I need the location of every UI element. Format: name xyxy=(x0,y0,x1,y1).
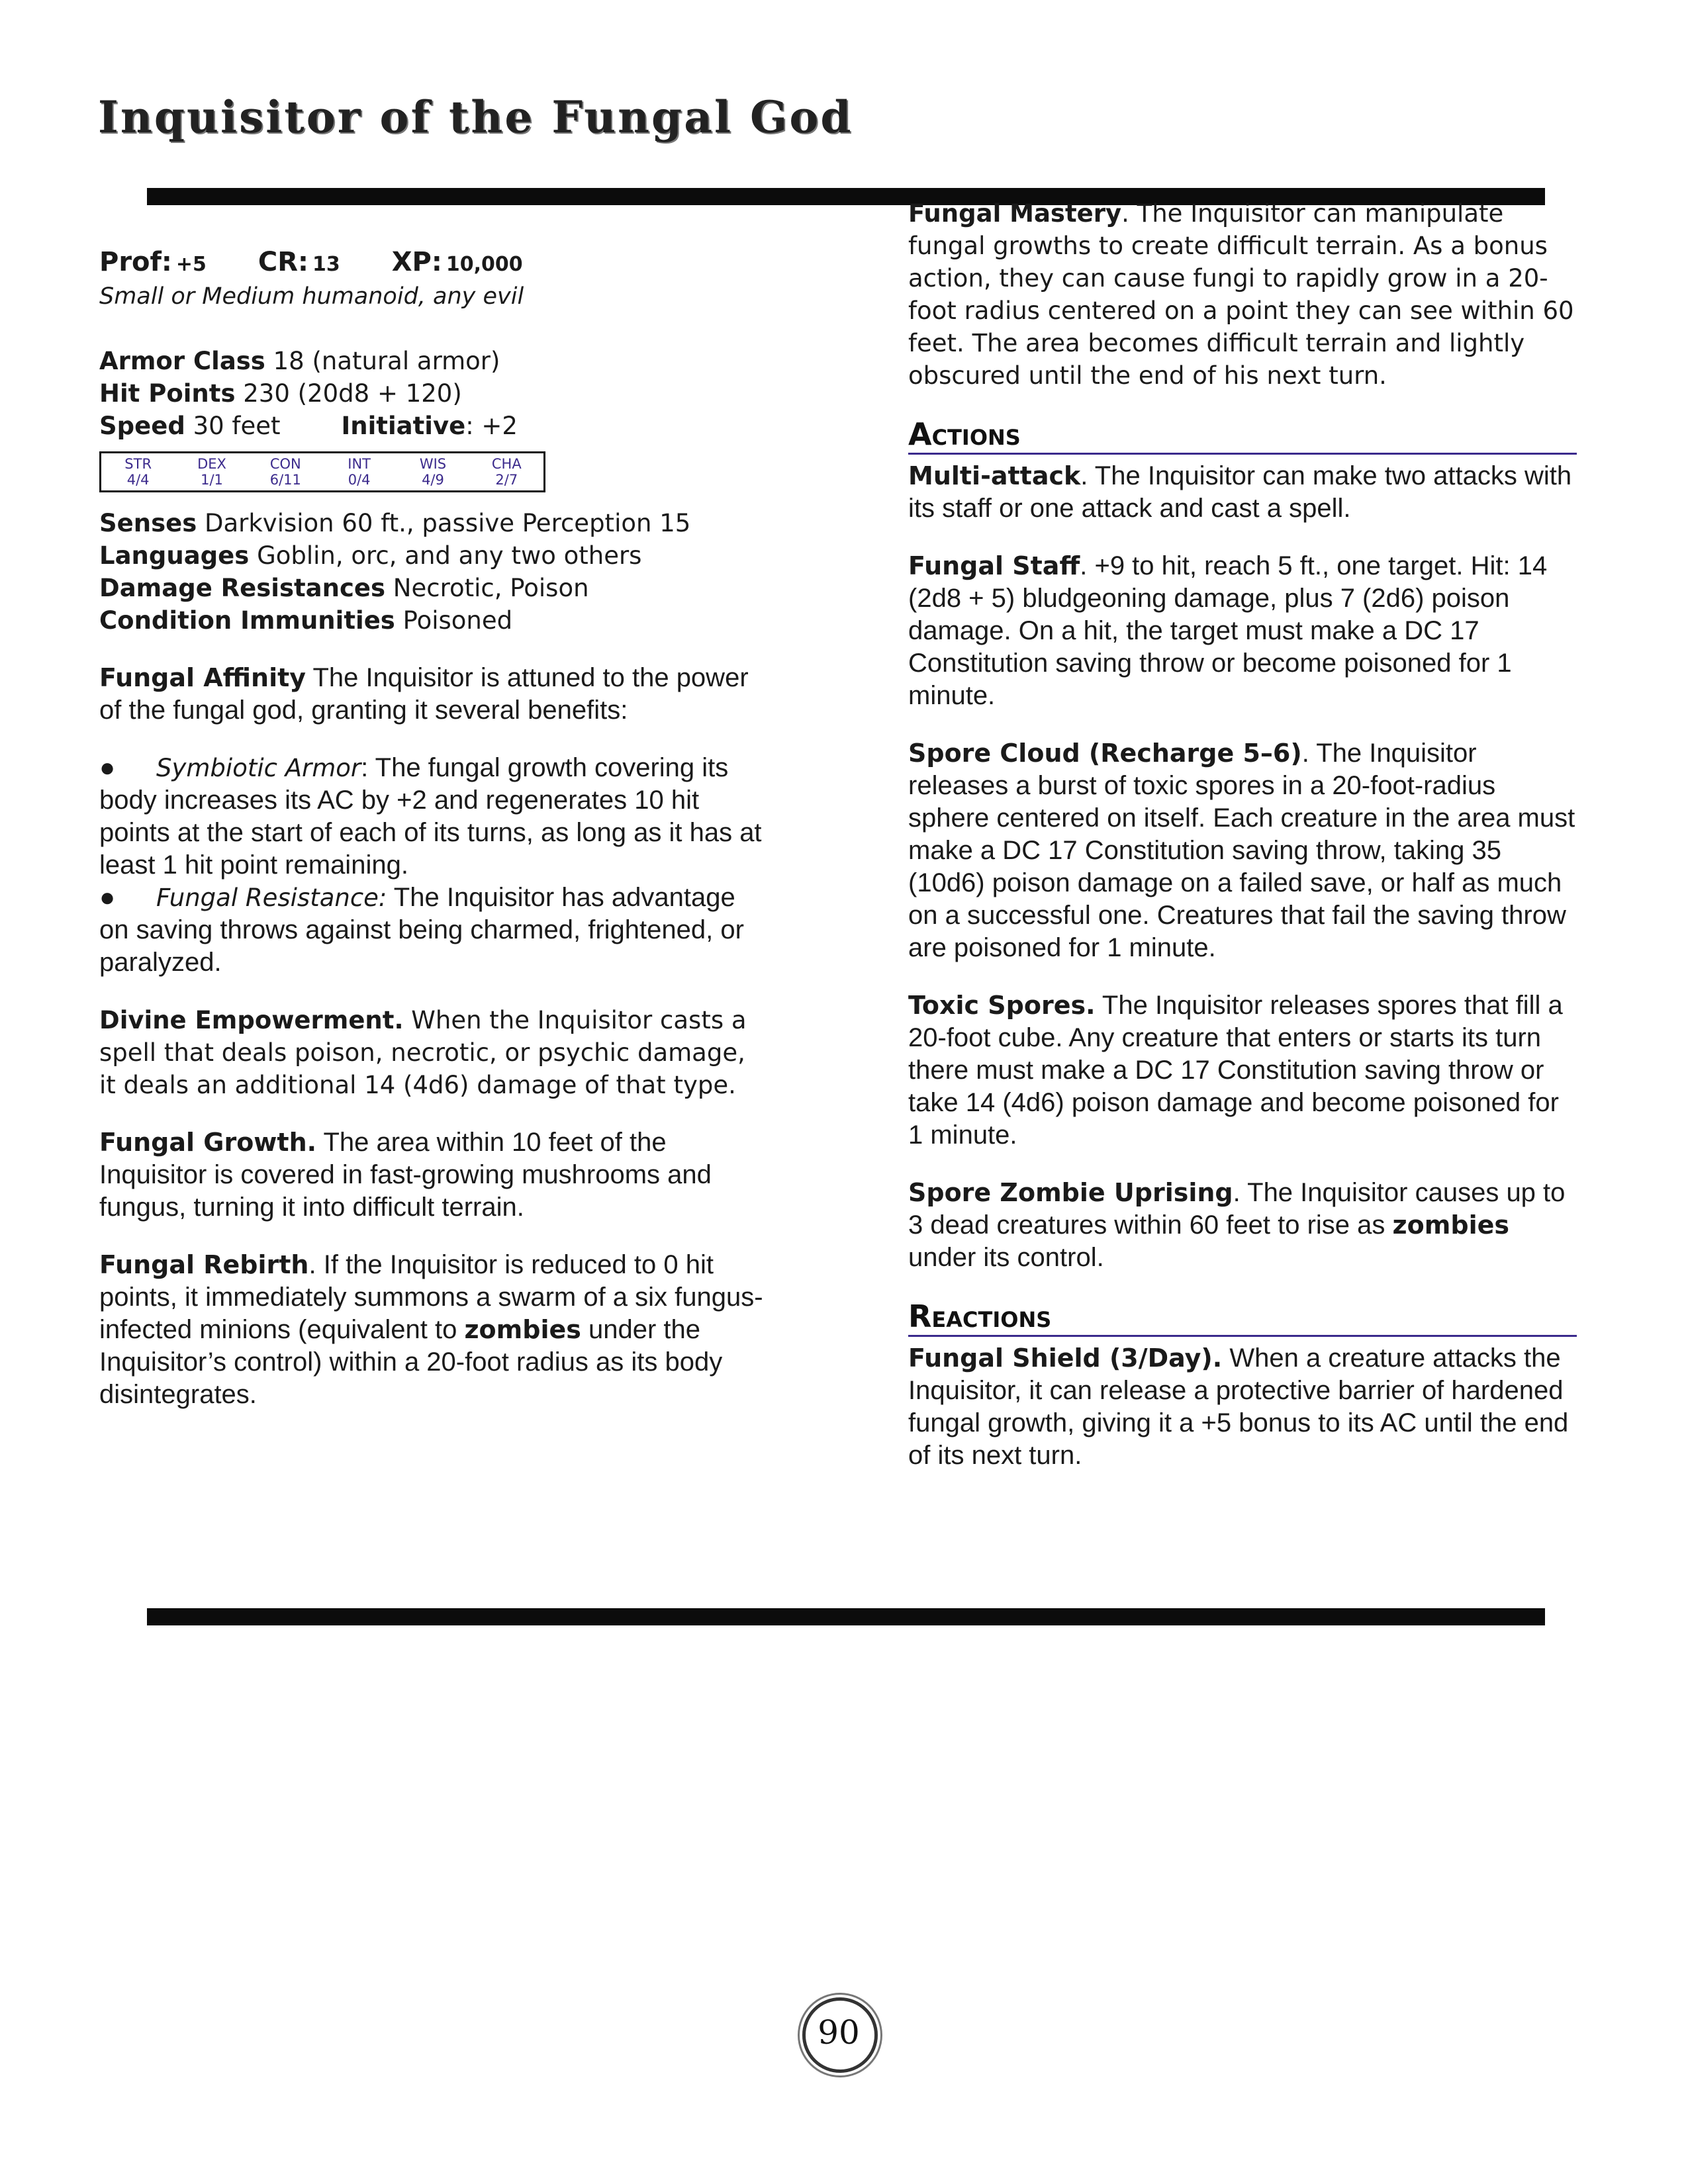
cr-label: CR: xyxy=(258,247,309,277)
trait-fungal-growth: Fungal Growth. The area within 10 feet of the Inquisitor is covered in fast-growing mushrooms and fungus, turning it into difficult terrain. xyxy=(99,1128,712,1222)
trait-divine-empowerment: Divine Empowerment. When the Inquisitor casts a spell that deals poison, necrotic, or psychic damage, it deals an additional 14 (4d6) damage of that type. xyxy=(99,1006,747,1099)
ability-dex: DEX 1/1 xyxy=(197,456,226,488)
xp-label: XP: xyxy=(391,247,442,277)
senses: Senses Darkvision 60 ft., passive Perception 15 xyxy=(99,509,691,537)
condition-immunities: Condition Immunities Poisoned xyxy=(99,606,513,635)
action-spore-zombie-uprising: Spore Zombie Uprising. The Inquisitor causes up to 3 dead creatures within 60 feet to rise as zombies under its control. xyxy=(908,1178,1566,1272)
prof-label: Prof: xyxy=(99,247,172,277)
cr-value: 13 xyxy=(312,253,340,276)
action-toxic-spores: Toxic Spores. The Inquisitor releases spores that fill a 20-foot cube. Any creature that enters or starts its turn there must make a DC 17 Constitution saving throw or take 14 (4d6) poison damage and become poisoned for 1 minute. xyxy=(908,991,1563,1150)
action-multiattack: Multi-attack. The Inquisitor can make two attacks with its staff or one attack and cast a spell. xyxy=(908,461,1572,523)
page-number-badge xyxy=(798,1993,883,2078)
xp-value: 10,000 xyxy=(445,253,523,276)
trait-fungal-rebirth: Fungal Rebirth. If the Inquisitor is reduced to 0 hit points, it immediately summons a swarm of a six fungus-infected minions (equivalent to zombies under the Inquisitor’s control) within a 20-foot radius as its body disintegrates. xyxy=(99,1250,763,1409)
ability-scores xyxy=(99,451,545,492)
speed-initiative: Speed 30 feet Initiative: +2 xyxy=(99,412,518,440)
ability-int: INT 0/4 xyxy=(348,456,371,488)
armor-class: Armor Class 18 (natural armor) xyxy=(99,347,500,375)
action-spore-cloud: Spore Cloud (Recharge 5–6). The Inquisitor releases a burst of toxic spores in a 20-foot-radius sphere centered on itself. Each creature in the area must make a DC 17 Constitution saving throw, taking 35 (10d6) poison damage on a failed save, or half as much on a successful one. Creatures that fail the saving throw are poisoned for 1 minute. xyxy=(908,739,1575,962)
action-fungal-staff: Fungal Staff. +9 to hit, reach 5 ft., one target. Hit: 14 (2d8 + 5) bludgeoning damage, plus 7 (2d6) poison damage. On a hit, the target must make a DC 17 Constitution saving throw or become poisoned for 1 minute. xyxy=(908,551,1548,710)
reaction-fungal-shield: Fungal Shield (3/Day). When a creature attacks the Inquisitor, it can release a protective barrier of hardened fungal growth, giving it a +5 bonus to its AC until the end of its next turn. xyxy=(908,1343,1569,1470)
creature-type: Small or Medium humanoid, any evil xyxy=(99,283,524,310)
actions-heading: Actions xyxy=(908,417,1577,455)
ability-con: CON 6/11 xyxy=(269,456,301,488)
reactions-heading: Reactions xyxy=(908,1299,1577,1337)
damage-resistances: Damage Resistances Necrotic, Poison xyxy=(99,574,589,602)
ability-wis: WIS 4/9 xyxy=(419,456,447,488)
prof-value: +5 xyxy=(175,253,207,276)
right-column xyxy=(908,197,1577,1472)
left-column xyxy=(99,244,768,1411)
languages: Languages Goblin, orc, and any two others xyxy=(99,541,642,570)
page-title: Inquisitor of the Fungal God xyxy=(98,91,853,143)
ability-cha: CHA 2/7 xyxy=(491,456,522,488)
page-number: 90 xyxy=(818,2013,860,2052)
trait-fungal-mastery: Fungal Mastery. The Inquisitor can manipulate fungal growths to create difficult terrain. As a bonus action, they can cause fungi to rapidly grow in a 20-foot radius centered on a point they can see within 60 feet. The area becomes difficult terrain and lightly obscured until the end of his next turn. xyxy=(908,199,1574,390)
trait-fungal-resistance: ● Fungal Resistance: The Inquisitor has advantage on saving throws against being charmed, frightened, or paralyzed. xyxy=(99,883,744,977)
bottom-rule xyxy=(147,1608,1545,1625)
ability-str: STR 4/4 xyxy=(124,456,152,488)
hit-points: Hit Points 230 (20d8 + 120) xyxy=(99,379,462,408)
trait-symbiotic-armor: ● Symbiotic Armor: The fungal growth covering its body increases its AC by +2 and regenerates 10 hit points at the start of each of its turns, as long as it has at least 1 hit point remaining. xyxy=(99,753,762,880)
trait-fungal-affinity: Fungal Affinity The Inquisitor is attuned to the power of the fungal god, granting it several benefits: xyxy=(99,663,749,725)
stat-line xyxy=(99,244,768,281)
